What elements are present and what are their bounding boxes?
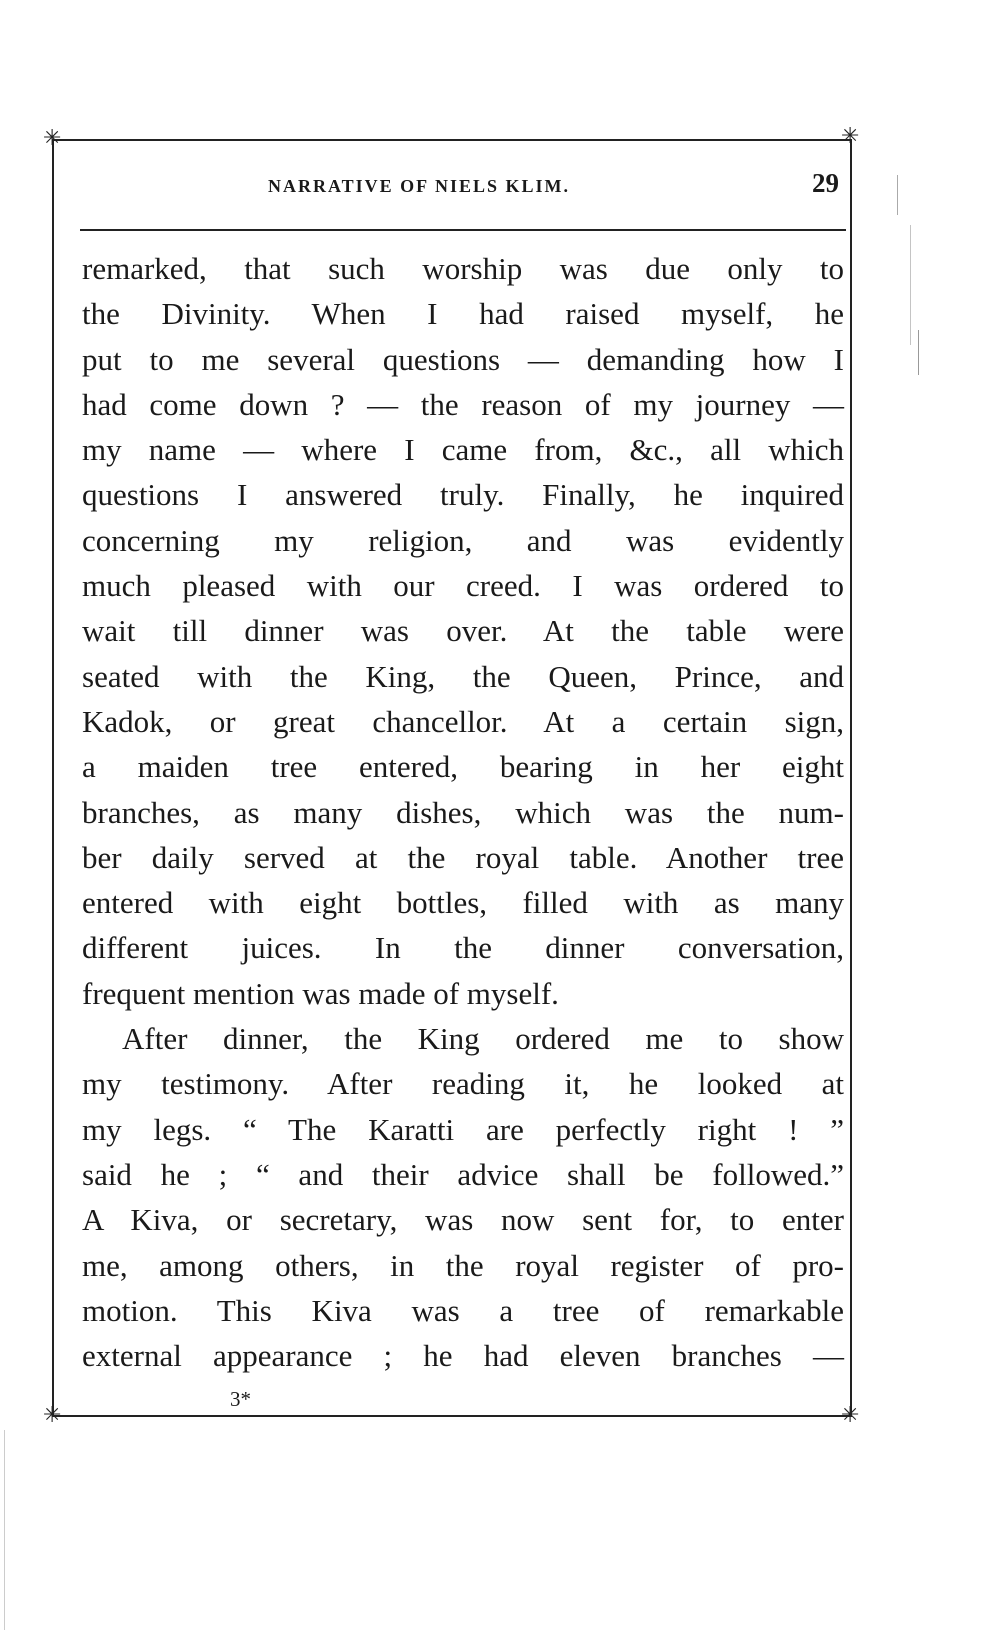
signature-mark: 3* — [230, 1387, 251, 1411]
text-line: A Kiva, or secretary, was now sent for, to enter — [82, 1202, 844, 1238]
text-line: my name — where I came from, &c., all which — [82, 432, 844, 468]
margin-artifact — [918, 330, 919, 375]
text-line: the Divinity. When I had raised myself, he — [82, 296, 844, 332]
margin-artifact — [910, 225, 911, 345]
corner-ornament-bottom-left: ✳ — [43, 1403, 62, 1428]
text-line: a maiden tree entered, bearing in her eight — [82, 749, 844, 785]
text-line: me, among others, in the royal register of pro- — [82, 1247, 844, 1283]
running-title: NARRATIVE OF NIELS KLIM. — [268, 176, 571, 196]
text-line: external appearance ; he had eleven branches — — [82, 1338, 844, 1374]
body-text — [82, 246, 844, 1378]
text-line: remarked, that such worship was due only to — [82, 251, 844, 286]
text-line: branches, as many dishes, which was the num- — [82, 794, 844, 830]
text-line: my legs. “ The Karatti are perfectly right ! ” — [82, 1111, 844, 1147]
text-line: said he ; “ and their advice shall be followed.” — [82, 1156, 844, 1192]
text-line: ber daily served at the royal table. Another tree — [82, 839, 844, 875]
text-line: Kadok, or great chancellor. At a certain sign, — [82, 703, 844, 739]
frame-top-rule — [52, 139, 852, 141]
corner-ornament-top-left: ✳ — [43, 126, 62, 151]
text-line: frequent mention was made of myself. — [82, 975, 559, 1011]
text-line: entered with eight bottles, filled with as many — [82, 885, 844, 921]
text-line: concerning my religion, and was evidently — [82, 522, 844, 558]
corner-ornament-bottom-right: ✳ — [841, 1403, 860, 1428]
text-line: After dinner, the King ordered me to show — [122, 1021, 844, 1057]
text-line: put to me several questions — demanding how I — [82, 341, 844, 377]
frame-right-rule — [850, 139, 852, 1417]
header-rule — [80, 229, 846, 231]
text-line: wait till dinner was over. At the table were — [82, 613, 844, 649]
text-line: much pleased with our creed. I was ordered to — [82, 568, 844, 604]
text-line: had come down ? — the reason of my journey — — [82, 386, 844, 422]
page-number: 29 — [812, 168, 839, 198]
text-line: different juices. In the dinner conversation, — [82, 930, 844, 966]
text-line: my testimony. After reading it, he looked at — [82, 1066, 844, 1102]
text-line: seated with the King, the Queen, Prince, and — [82, 658, 844, 694]
frame-left-rule — [52, 139, 54, 1417]
text-line: motion. This Kiva was a tree of remarkable — [82, 1292, 844, 1328]
text-line: questions I answered truly. Finally, he inquired — [82, 477, 844, 513]
corner-ornament-top-right: ✳ — [841, 124, 860, 149]
frame-bottom-rule — [52, 1415, 852, 1417]
margin-artifact — [4, 1430, 5, 1630]
margin-artifact — [897, 175, 898, 215]
